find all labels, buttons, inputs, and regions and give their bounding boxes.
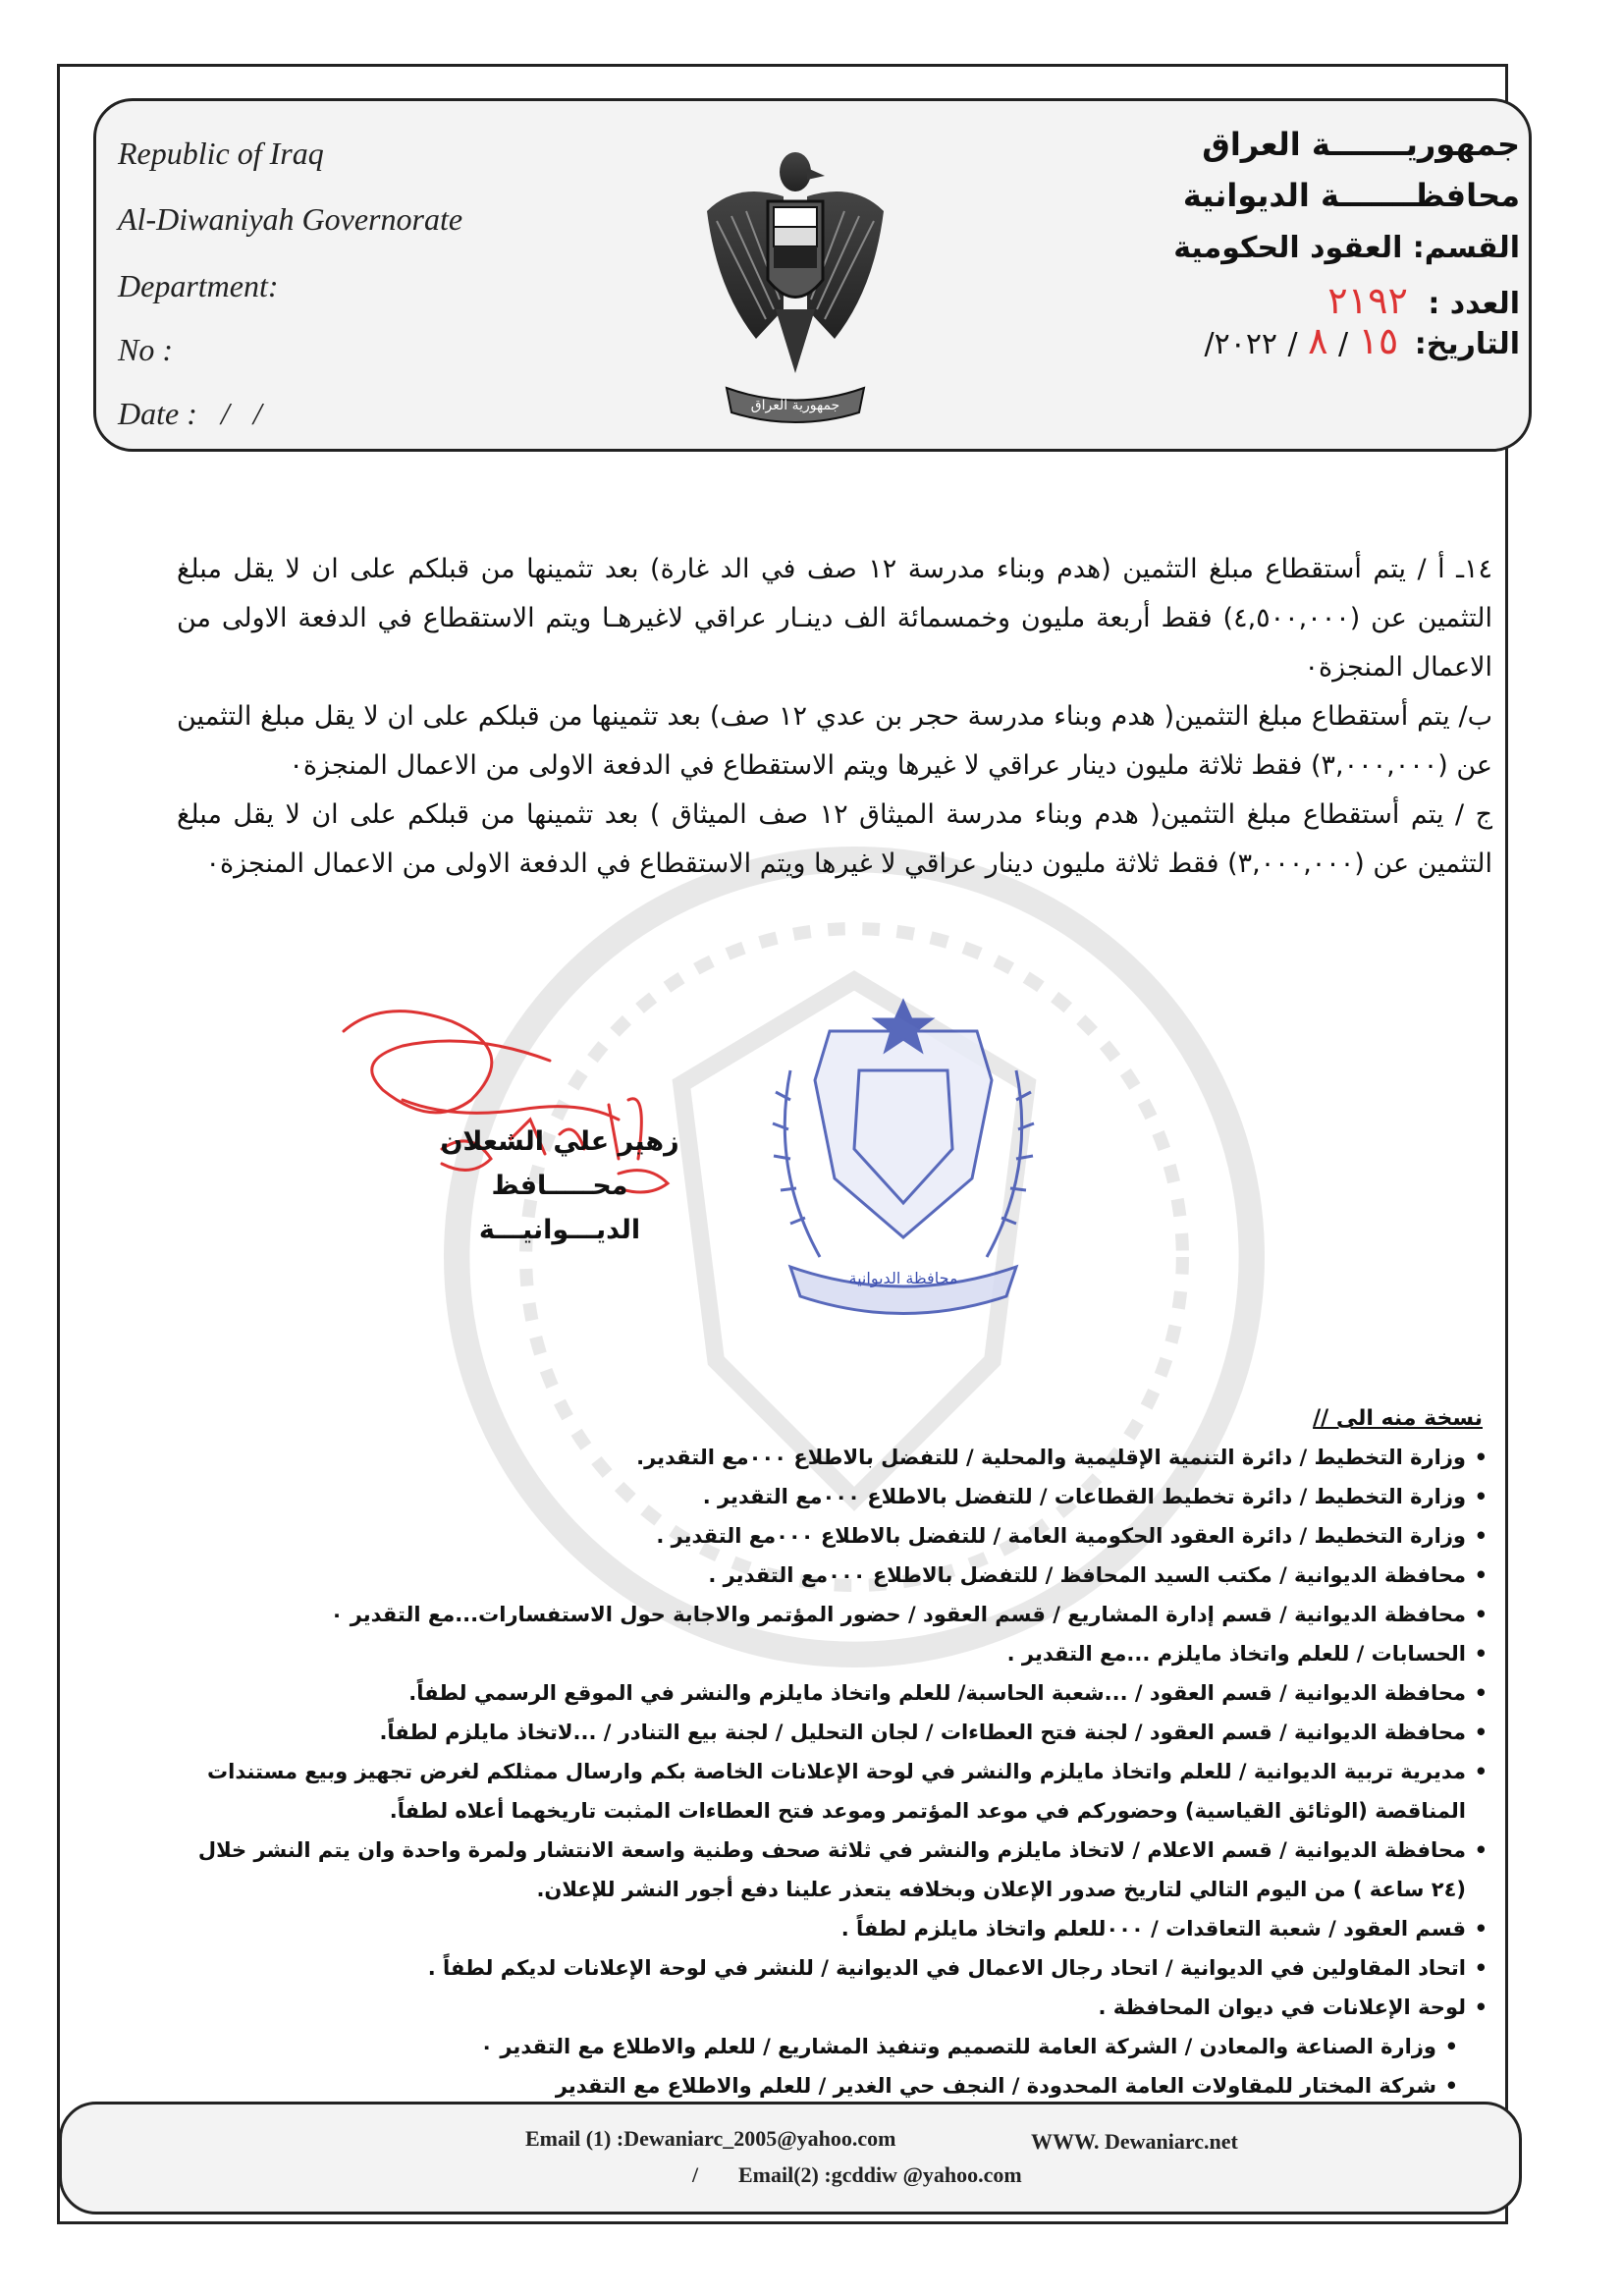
signatory-name: زهير علي الشعلان (440, 1126, 679, 1157)
header-number-label: العدد : (1428, 287, 1520, 321)
signatory-title: محـــــافظ الديـــوانيـــة (478, 1171, 641, 1245)
iraq-eagle-emblem-icon (697, 142, 893, 427)
copies-item: • محافظة الديوانية / قسم العقود / ...شعبة الحاسبة/ للعلم واتخاذ مايلزم والنشر في الموقع الرسمي لطفاً. (167, 1673, 1488, 1713)
header-date-label: التاريخ: (1414, 327, 1520, 361)
footer-email-1: Email (1) :Dewaniarc_2005@yahoo.com (525, 2126, 896, 2151)
emblem-caption: جمهورية العراق (750, 398, 840, 413)
header-number-en: No : (118, 332, 173, 367)
signatory-block (412, 1120, 707, 1252)
header-country-en: Republic of Iraq (118, 136, 324, 171)
copies-item: • شركة المختار للمقاولات العامة المحدودة / النجف حي الغدير / للعلم والاطلاع مع التقدير (167, 2066, 1458, 2105)
footer-website: WWW. Dewaniarc.net (1031, 2129, 1238, 2154)
header-date-day: ١٥ (1358, 319, 1399, 362)
header-date-row: التاريخ: ١٥ / ٨ / ٢٠٢٢/ (1204, 319, 1520, 362)
seal-text: محافظة الديوانية (848, 1269, 958, 1287)
header-country-ar: جمهوريـــــــة العراق (1202, 126, 1520, 163)
copies-item: • وزارة التخطيط / دائرة العقود الحكومية العامة / للتفضل بالاطلاع ٠٠٠مع التقدير . (167, 1516, 1488, 1556)
header-number-handwritten: ٢١٩٢ (1327, 279, 1408, 322)
copies-item: • محافظة الديوانية / قسم الاعلام / لاتخاذ مايلزم والنشر في ثلاثة صحف وطنية واسعة الانتشار ولمرة واحدة وان يتم النشر خلال (٢٤ ساعة ) من اليوم التالي لتاريخ صدور الإعلان وبخلافه يتعذر علينا دفع أجور النشر للإعلان. (167, 1831, 1488, 1909)
body-paragraph-c: ج / يتم أستقطاع مبلغ التثمين( هدم وبناء مدرسة الميثاق ١٢ صف الميثاق ) بعد تثمينها من قبلكم على ان لا يقل مبلغ التثمين عن (٣,٠٠٠,٠٠٠) فقط ثلاثة مليون دينار عراقي لا غيرها ويتم الاستقطاع في الدفعة الاولى من الاعمال المنجزة٠ (177, 799, 1492, 879)
header-department-ar: القسم: العقود الحكومية (1173, 231, 1520, 265)
copies-item: • محافظة الديوانية / قسم إدارة المشاريع / قسم العقود / حضور المؤتمر والاجابة حول الاستفسارات...مع التقدير ٠ (167, 1595, 1488, 1634)
body-paragraph-a: ١٤ـ أ / يتم أستقطاع مبلغ التثمين (هدم وبناء مدرسة ١٢ صف في الد غارة) بعد تثمينها من قبلكم على ان لا يقل مبلغ التثمين عن (٤,٥٠٠,٠٠٠) فقط أربعة مليون وخمسمائة الف دينـار عراقي لاغيرهـا ويتم الاستقطاع في الدفعة الاولى من الاعمال المنجزة٠ (177, 554, 1492, 683)
header-date-month: ٨ (1308, 319, 1328, 362)
copies-item: • قسم العقود / شعبة التعاقدات / ٠٠٠للعلم واتخاذ مايلزم لطفاً . (167, 1909, 1488, 1948)
footer-box (59, 2102, 1522, 2214)
copies-item: • اتحاد المقاولين في الديوانية / اتحاد رجال الاعمال في الديوانية / للنشر في لوحة الإعلانات لديكم لطفاً . (167, 1948, 1488, 1988)
header-governorate-ar: محافظـــــــة الديوانية (1182, 177, 1520, 214)
copies-item: • وزارة التخطيط / دائرة التنمية الإقليمية والمحلية / للتفضل بالاطلاع ٠٠٠مع التقدير. (167, 1438, 1488, 1477)
copies-heading: نسخة منه الى // (1313, 1406, 1483, 1431)
copies-item: • وزارة التخطيط / دائرة تخطيط القطاعات / للتفضل بالاطلاع ٠٠٠مع التقدير . (167, 1477, 1488, 1516)
header-date-year: ٢٠٢٢/ (1204, 327, 1278, 361)
copies-item: • محافظة الديوانية / قسم العقود / لجنة فتح العطاءات / لجان التحليل / لجنة بيع التنادر / ...لاتخاذ مايلزم لطفاً. (167, 1713, 1488, 1752)
copies-item: • وزارة الصناعة والمعادن / الشركة العامة للتصميم وتنفيذ المشاريع / للعلم والاطلاع مع التقدير ٠ (167, 2027, 1458, 2066)
header-department-en: Department: (118, 268, 279, 303)
copies-item: • محافظة الديوانية / مكتب السيد المحافظ / للتفضل بالاطلاع ٠٠٠مع التقدير . (167, 1556, 1488, 1595)
footer-separator: / (692, 2162, 699, 2187)
copies-list (167, 1438, 1488, 2105)
letter-body (177, 545, 1492, 889)
body-paragraph-b: ب/ يتم أستقطاع مبلغ التثمين( هدم وبناء مدرسة حجر بن عدي ١٢ صف) بعد تثمينها من قبلكم على ان لا يقل مبلغ التثمين عن (٣,٠٠٠,٠٠٠) فقط ثلاثة مليون دينار عراقي لا غيرها ويتم الاستقطاع في الدفعة الاولى من الاعمال المنجزة٠ (177, 701, 1493, 781)
copies-item: • مديرية تربية الديوانية / للعلم واتخاذ مايلزم والنشر في لوحة الإعلانات الخاصة بكم وارسال ممثلكم لغرض تجهيز وبيع مستندات المناقصة (الوثائق القياسية) وحضوركم في موعد المؤتمر وموعد فتح العطاءات المثبت تاريخهما أعلاه لطفاً. (167, 1752, 1488, 1831)
copies-item: • لوحة الإعلانات في ديوان المحافظة . (167, 1988, 1488, 2027)
copies-item: • الحسابات / للعلم واتخاذ مايلزم ...مع التقدير . (167, 1634, 1488, 1673)
header-governorate-en: Al-Diwaniyah Governorate (118, 201, 463, 237)
header-date-en: Date : / / (118, 396, 262, 431)
header-number-row (1327, 279, 1520, 322)
footer-email-2: Email(2) :gcddiw @yahoo.com (738, 2162, 1022, 2187)
